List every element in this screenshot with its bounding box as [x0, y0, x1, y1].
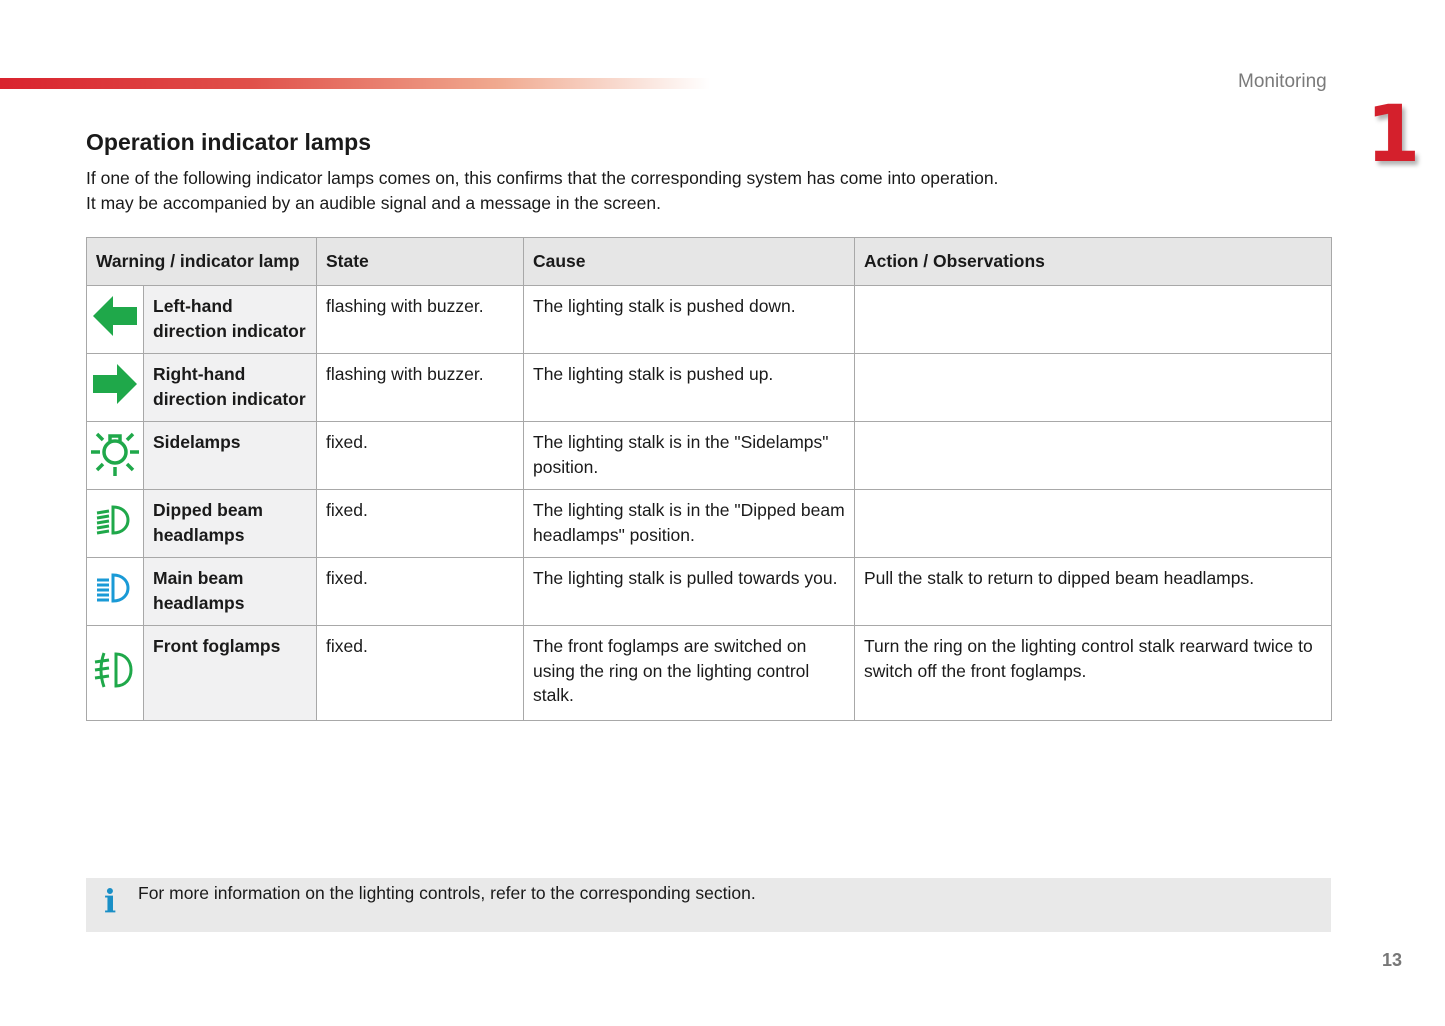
table-row — [87, 354, 1332, 422]
table-row — [87, 422, 1332, 490]
table-row — [87, 558, 1332, 626]
header-lamp: Warning / indicator lamp — [87, 238, 317, 286]
table-row — [87, 286, 1332, 354]
lamp-icon-cell — [87, 286, 144, 354]
intro-text — [86, 166, 998, 216]
lamp-name: Left-hand direction indicator — [144, 286, 317, 354]
dipped-beam-icon — [93, 521, 137, 541]
intro-line: If one of the following indicator lamps comes on, this confirms that the corresponding system has come into operation. — [86, 168, 999, 188]
lamp-cause: The front foglamps are switched on using the ring on the lighting control stalk. — [524, 626, 855, 721]
lamp-cause: The lighting stalk is in the "Sidelamps" position. — [524, 422, 855, 490]
table-row — [87, 490, 1332, 558]
right-arrow-icon — [91, 390, 139, 410]
lamp-state: flashing with buzzer. — [317, 354, 524, 422]
page-title: Operation indicator lamps — [86, 129, 371, 155]
section-title: Monitoring — [1238, 71, 1327, 92]
lamp-cause: The lighting stalk is pushed down. — [524, 286, 855, 354]
lamp-state: fixed. — [317, 490, 524, 558]
lamp-action: Turn the ring on the lighting control stalk rearward twice to switch off the front foglamps. — [855, 626, 1332, 721]
lamp-name: Dipped beam headlamps — [144, 490, 317, 558]
chapter-number: 1 — [1366, 90, 1421, 180]
sidelamps-icon — [87, 462, 143, 482]
lamp-action — [855, 354, 1332, 422]
main-beam-icon — [93, 589, 137, 609]
lamp-name: Right-hand direction indicator — [144, 354, 317, 422]
lamp-icon-cell — [87, 626, 144, 721]
lamp-cause: The lighting stalk is pulled towards you. — [524, 558, 855, 626]
table-row — [87, 626, 1332, 721]
lamp-state: fixed. — [317, 558, 524, 626]
lamp-action: Pull the stalk to return to dipped beam headlamps. — [855, 558, 1332, 626]
lamp-icon-cell — [87, 354, 144, 422]
lamp-cause: The lighting stalk is pushed up. — [524, 354, 855, 422]
lamp-state: fixed. — [317, 422, 524, 490]
header-accent-bar — [0, 78, 710, 89]
lamp-cause: The lighting stalk is in the "Dipped beam headlamps" position. — [524, 490, 855, 558]
info-box — [86, 878, 1331, 932]
lamp-state: fixed. — [317, 626, 524, 721]
lamp-name: Front foglamps — [144, 626, 317, 721]
header-state: State — [317, 238, 524, 286]
intro-line: It may be accompanied by an audible signal and a message in the screen. — [86, 193, 661, 213]
header-action: Action / Observations — [855, 238, 1332, 286]
lamp-action — [855, 286, 1332, 354]
lamp-action — [855, 422, 1332, 490]
lamp-icon-cell — [87, 490, 144, 558]
lamp-action — [855, 490, 1332, 558]
lamp-name: Sidelamps — [144, 422, 317, 490]
header-cause: Cause — [524, 238, 855, 286]
lamp-state: flashing with buzzer. — [317, 286, 524, 354]
lamp-icon-cell — [87, 422, 144, 490]
lamp-name: Main beam headlamps — [144, 558, 317, 626]
info-icon: i — [104, 882, 117, 920]
front-foglamps-icon — [92, 674, 138, 694]
lamp-icon-cell — [87, 558, 144, 626]
info-text: For more information on the lighting controls, refer to the corresponding section. — [138, 883, 756, 903]
left-arrow-icon — [91, 322, 139, 342]
page-number: 13 — [1382, 950, 1403, 970]
indicator-lamps-table — [86, 237, 1332, 721]
